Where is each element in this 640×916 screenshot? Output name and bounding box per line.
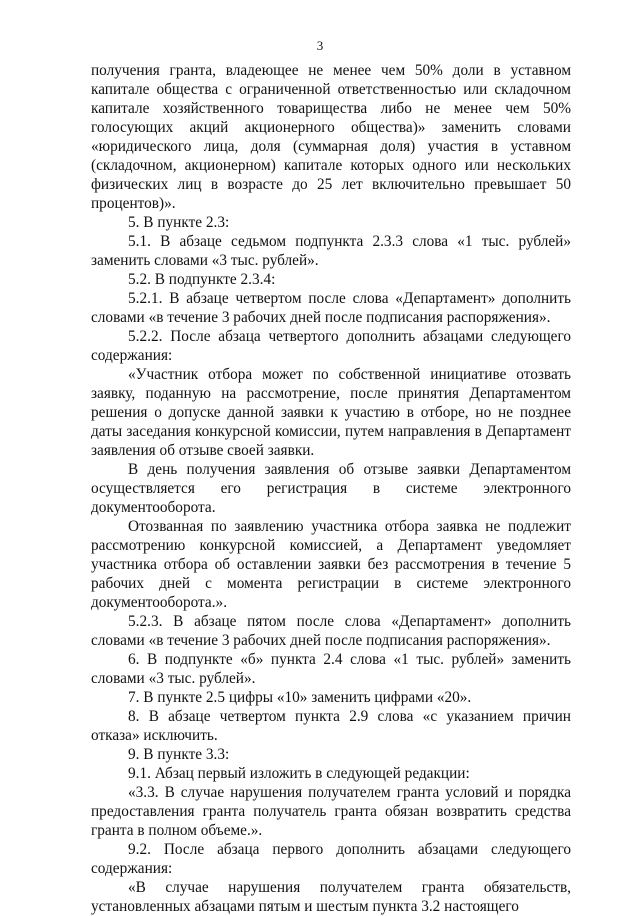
paragraph: Отозванная по заявлению участника отбора заявка не подлежит рассмотрению конкурсной комиссией, а Департамент уведомляет участника отбора об оставлении заявки без рассмотрения в течение 5 рабочих дней с момента регистрации в системе электронного документооборота.». (91, 518, 571, 611)
paragraph: получения гранта, владеющее не менее чем 50% доли в уставном капитале общества с ограниченной ответственностью или складочном капитале хозяйственного товарищества либо не менее чем 50% голосующих акций акционерного общества)» заменить словами «юридического лица, доля (суммарная доля) участия в уставном (складочном, акционерном) капитале которых одного или нескольких физических лиц в возрасте до 25 лет включительно превышает 50 процентов)». (91, 62, 571, 212)
paragraph: В день получения заявления об отзыве заявки Департаментом осуществляется его регистрация в системе электронного документооборота. (91, 461, 571, 516)
page-number: 3 (316, 38, 324, 53)
paragraph: 8. В абзаце четвертом пункта 2.9 слова «с указанием причин отказа» исключить. (91, 708, 571, 744)
paragraph: 5.2. В подпункте 2.3.4: (128, 271, 276, 288)
paragraph: «Участник отбора может по собственной инициативе отозвать заявку, поданную на рассмотрение, после принятия Департаментом решения о допуске данной заявки к участию в отборе, но не позднее даты заседания конкурсной комиссии, путем направления в Департамент заявления об отзыве своей заявки. (91, 366, 571, 459)
paragraph: 5.2.2. После абзаца четвертого дополнить абзацами следующего содержания: (91, 328, 571, 364)
paragraph: 7. В пункте 2.5 цифры «10» заменить цифрами «20». (128, 689, 472, 706)
paragraph: 9.1. Абзац первый изложить в следующей редакции: (128, 765, 470, 782)
paragraph: 5.2.1. В абзаце четвертом после слова «Департамент» дополнить словами «в течение 3 рабочих дней после подписания распоряжения». (91, 290, 571, 326)
paragraph: 5.2.3. В абзаце пятом после слова «Департамент» дополнить словами «в течение 3 рабочих дней после подписания распоряжения». (91, 613, 571, 649)
document-body (91, 61, 571, 916)
paragraph: «В случае нарушения получателем гранта обязательств, установленных абзацами пятым и шестым пункта 3.2 настоящего (91, 879, 571, 915)
paragraph: 6. В подпункте «б» пункта 2.4 слова «1 тыс. рублей» заменить словами «3 тыс. рублей». (91, 651, 571, 687)
paragraph: 5. В пункте 2.3: (128, 214, 230, 231)
paragraph: «3.3. В случае нарушения получателем гранта условий и порядка предоставления гранта получатель гранта обязан возвратить средства гранта в полном объеме.». (91, 784, 571, 839)
paragraph: 9.2. После абзаца первого дополнить абзацами следующего содержания: (91, 841, 571, 877)
paragraph: 5.1. В абзаце седьмом подпункта 2.3.3 слова «1 тыс. рублей» заменить словами «3 тыс. рублей». (91, 233, 571, 269)
paragraph: 9. В пункте 3.3: (128, 746, 230, 763)
